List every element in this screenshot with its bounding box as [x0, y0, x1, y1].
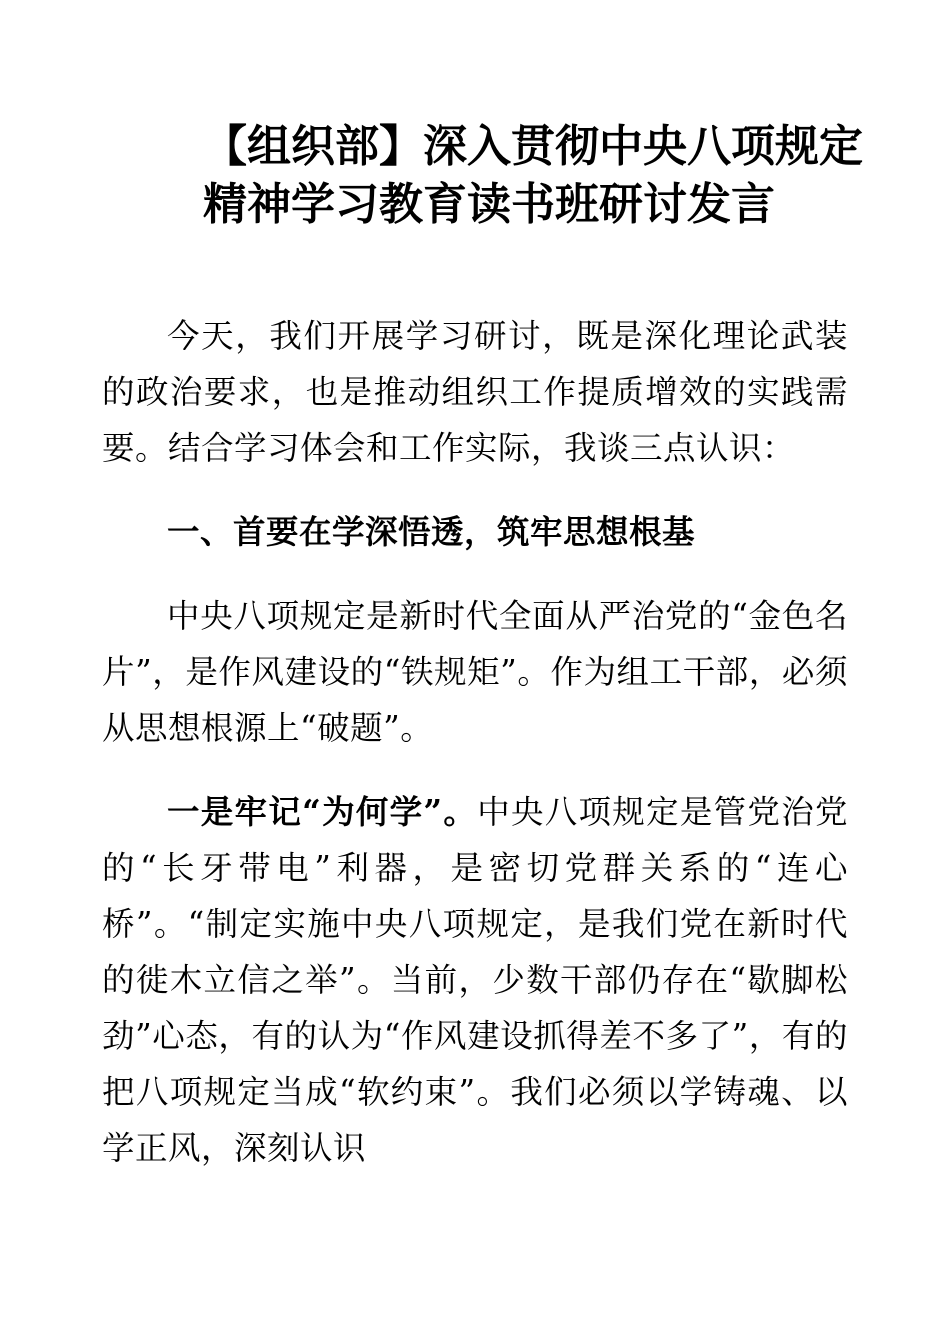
- point-1-paragraph: [102, 784, 848, 1176]
- point-1-lead: 一是牢记“为何学”。: [167, 792, 478, 831]
- section-1-paragraph: 中央八项规定是新时代全面从严治党的“金色名片”，是作风建设的“铁规矩”。作为组工干部，必须从思想根源上“破题”。: [102, 597, 848, 747]
- intro-paragraph: 今天，我们开展学习研讨，既是深化理论武装的政治要求，也是推动组织工作提质增效的实践需要。结合学习体会和工作实际，我谈三点认识：: [102, 317, 848, 467]
- document-body: [102, 308, 848, 1204]
- point-1-body: 中央八项规定是管党治党的“长牙带电”利器，是密切党群关系的“连心桥”。“制定实施中央八项规定，是我们党在新时代的徙木立信之举”。当前，少数干部仍存在“歇脚松劲”心态，有的认为“作风建设抓得差不多了”，有的把八项规定当成“软约束”。我们必须以学铸魂、以学正风，深刻认识: [102, 793, 848, 1167]
- title-line-2: 精神学习教育读书班研讨发言: [203, 179, 775, 230]
- section-heading-1: 一、首要在学深悟透，筑牢思想根基: [167, 512, 696, 551]
- title-line-1: 【组织部】深入贯彻中央八项规定: [203, 121, 863, 172]
